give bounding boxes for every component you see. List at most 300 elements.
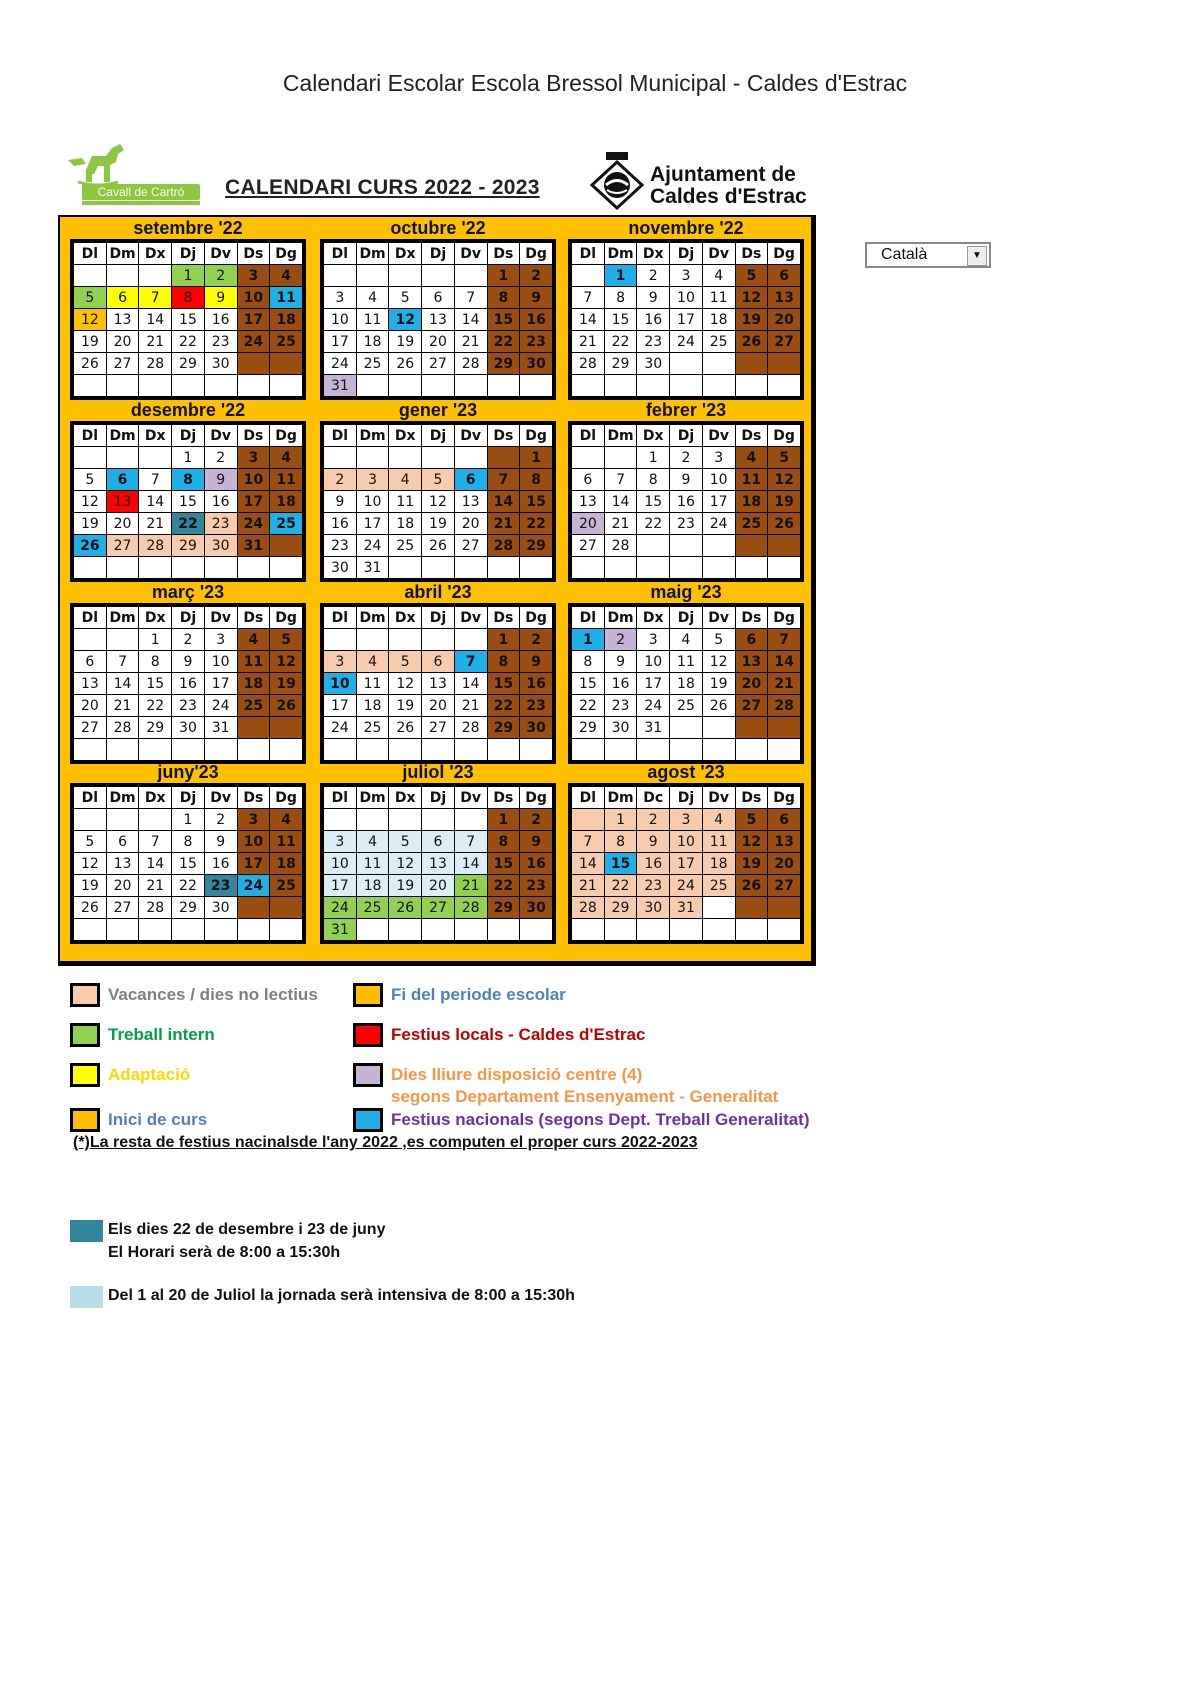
- day-cell: 27: [106, 897, 139, 919]
- empty-cell: [454, 809, 487, 831]
- day-cell: 2: [204, 265, 237, 287]
- day-cell: 25: [270, 875, 303, 897]
- day-cell: 13: [106, 491, 139, 513]
- day-cell: 4: [270, 809, 303, 831]
- day-cell: 9: [204, 469, 237, 491]
- day-cell: 16: [520, 309, 553, 331]
- day-cell: 24: [356, 535, 389, 557]
- day-cell: 15: [520, 491, 553, 513]
- empty-cell: [422, 447, 455, 469]
- day-cell: 9: [670, 469, 703, 491]
- day-cell: 26: [389, 897, 422, 919]
- empty-cell: [454, 447, 487, 469]
- day-cell: 30: [637, 353, 670, 375]
- weekday-header: Dv: [454, 787, 487, 809]
- day-cell: 5: [422, 469, 455, 491]
- day-cell: 25: [702, 875, 735, 897]
- day-cell: 14: [572, 309, 605, 331]
- day-cell: 25: [356, 897, 389, 919]
- legend-swatch-treball: [70, 1023, 100, 1047]
- day-cell: 31: [324, 375, 357, 397]
- weekday-header: Dv: [204, 243, 237, 265]
- weekday-header: Dj: [172, 425, 205, 447]
- weekday-header: Dl: [324, 425, 357, 447]
- empty-cell: [670, 717, 703, 739]
- day-cell: 24: [324, 717, 357, 739]
- day-cell: 23: [204, 331, 237, 353]
- weekday-header: Dm: [356, 787, 389, 809]
- day-cell: 22: [487, 331, 520, 353]
- day-cell: 12: [735, 831, 768, 853]
- language-select[interactable]: [865, 242, 991, 268]
- weekday-header: Dm: [356, 607, 389, 629]
- chevron-down-icon[interactable]: ▼: [967, 246, 987, 266]
- weekday-header: Dv: [454, 607, 487, 629]
- day-cell: 18: [356, 695, 389, 717]
- day-cell: 21: [487, 513, 520, 535]
- day-cell: 12: [422, 491, 455, 513]
- empty-cell: [520, 557, 553, 579]
- day-cell: 8: [172, 469, 205, 491]
- day-cell: 15: [139, 673, 172, 695]
- empty-cell: [768, 353, 801, 375]
- day-cell: 11: [270, 287, 303, 309]
- empty-cell: [572, 809, 605, 831]
- month-title: juliol '23: [402, 762, 474, 782]
- day-cell: 13: [454, 491, 487, 513]
- day-cell: 8: [487, 287, 520, 309]
- day-cell: 23: [604, 695, 637, 717]
- day-cell: 22: [139, 695, 172, 717]
- day-cell: 7: [572, 831, 605, 853]
- day-cell: 16: [204, 853, 237, 875]
- weekday-header: Ds: [735, 243, 768, 265]
- day-cell: 11: [270, 831, 303, 853]
- month-grid: [70, 239, 306, 400]
- empty-cell: [139, 557, 172, 579]
- day-cell: 16: [172, 673, 205, 695]
- weekday-header: Dx: [637, 243, 670, 265]
- day-cell: 25: [356, 353, 389, 375]
- day-cell: 15: [572, 673, 605, 695]
- day-cell: 6: [735, 629, 768, 651]
- empty-cell: [389, 809, 422, 831]
- empty-cell: [768, 919, 801, 941]
- day-cell: 10: [356, 491, 389, 513]
- empty-cell: [106, 447, 139, 469]
- empty-cell: [270, 375, 303, 397]
- legend-lliure-line1: Dies lliure disposició centre (4): [391, 1065, 643, 1084]
- weekday-header: Dj: [422, 787, 455, 809]
- day-cell: 20: [74, 695, 107, 717]
- day-cell: 12: [270, 651, 303, 673]
- day-cell: 23: [637, 331, 670, 353]
- day-cell: 17: [702, 491, 735, 513]
- day-cell: 30: [204, 897, 237, 919]
- month-grid: [568, 421, 804, 582]
- day-cell: 23: [520, 695, 553, 717]
- day-cell: 29: [487, 353, 520, 375]
- empty-cell: [670, 739, 703, 761]
- weekday-header: Dv: [702, 607, 735, 629]
- day-cell: 29: [172, 535, 205, 557]
- day-cell: 22: [572, 695, 605, 717]
- month-title: gener '23: [398, 400, 478, 420]
- day-cell: 19: [389, 695, 422, 717]
- empty-cell: [670, 375, 703, 397]
- weekday-header: Dg: [520, 243, 553, 265]
- day-cell: 27: [735, 695, 768, 717]
- empty-cell: [237, 557, 270, 579]
- day-cell: 30: [324, 557, 357, 579]
- month-calendar: [70, 761, 306, 944]
- day-cell: 17: [324, 875, 357, 897]
- day-cell: 19: [389, 331, 422, 353]
- day-cell: 30: [204, 353, 237, 375]
- day-cell: 18: [670, 673, 703, 695]
- day-cell: 14: [139, 853, 172, 875]
- day-cell: 7: [487, 469, 520, 491]
- day-cell: 28: [454, 717, 487, 739]
- day-cell: 21: [454, 875, 487, 897]
- weekday-header: Dg: [270, 787, 303, 809]
- weekday-header: Dm: [604, 243, 637, 265]
- empty-cell: [637, 919, 670, 941]
- day-cell: 31: [204, 717, 237, 739]
- day-cell: 11: [237, 651, 270, 673]
- day-cell: 18: [702, 853, 735, 875]
- empty-cell: [768, 739, 801, 761]
- day-cell: 28: [106, 717, 139, 739]
- empty-cell: [106, 739, 139, 761]
- day-cell: 9: [520, 651, 553, 673]
- weekday-header: Dg: [768, 607, 801, 629]
- day-cell: 11: [702, 831, 735, 853]
- empty-cell: [735, 535, 768, 557]
- day-cell: 12: [768, 469, 801, 491]
- day-cell: 11: [356, 673, 389, 695]
- weekday-header: Dg: [768, 787, 801, 809]
- month-title: maig '23: [650, 582, 722, 602]
- day-cell: 9: [520, 831, 553, 853]
- day-cell: 25: [270, 513, 303, 535]
- day-cell: 24: [237, 331, 270, 353]
- day-cell: 25: [237, 695, 270, 717]
- day-cell: 10: [324, 309, 357, 331]
- weekday-header: Ds: [237, 607, 270, 629]
- day-cell: 8: [604, 831, 637, 853]
- weekday-header: Dm: [604, 607, 637, 629]
- empty-cell: [74, 919, 107, 941]
- empty-cell: [572, 557, 605, 579]
- day-cell: 6: [422, 287, 455, 309]
- weekday-header: Dv: [702, 425, 735, 447]
- day-cell: 1: [520, 447, 553, 469]
- empty-cell: [735, 557, 768, 579]
- day-cell: 21: [572, 875, 605, 897]
- month-grid: [568, 239, 804, 400]
- day-cell: 2: [204, 809, 237, 831]
- day-cell: 12: [702, 651, 735, 673]
- weekday-header: Ds: [237, 243, 270, 265]
- weekday-header: Dj: [422, 243, 455, 265]
- day-cell: 17: [670, 853, 703, 875]
- day-cell: 22: [172, 875, 205, 897]
- day-cell: 20: [454, 513, 487, 535]
- weekday-header: Dj: [670, 425, 703, 447]
- day-cell: 13: [422, 853, 455, 875]
- day-cell: 25: [735, 513, 768, 535]
- weekday-header: Dl: [74, 787, 107, 809]
- day-cell: 21: [454, 695, 487, 717]
- empty-cell: [670, 557, 703, 579]
- day-cell: 27: [422, 717, 455, 739]
- month-calendar: [568, 399, 804, 582]
- legend-swatch-adaptacio: [70, 1063, 100, 1087]
- day-cell: 10: [204, 651, 237, 673]
- day-cell: 7: [454, 831, 487, 853]
- empty-cell: [270, 897, 303, 919]
- weekday-header: Dj: [422, 607, 455, 629]
- month-calendar: [320, 581, 556, 764]
- day-cell: 6: [422, 831, 455, 853]
- day-cell: 18: [237, 673, 270, 695]
- empty-cell: [454, 265, 487, 287]
- weekday-header: Dm: [106, 607, 139, 629]
- legend-swatch-inici: [70, 1108, 100, 1132]
- empty-cell: [74, 629, 107, 651]
- empty-cell: [237, 353, 270, 375]
- day-cell: 31: [356, 557, 389, 579]
- day-cell: 30: [520, 897, 553, 919]
- day-cell: 4: [702, 265, 735, 287]
- empty-cell: [487, 919, 520, 941]
- empty-cell: [572, 447, 605, 469]
- day-cell: 29: [172, 353, 205, 375]
- empty-cell: [604, 375, 637, 397]
- day-cell: 5: [389, 831, 422, 853]
- day-cell: 2: [670, 447, 703, 469]
- empty-cell: [422, 629, 455, 651]
- empty-cell: [572, 375, 605, 397]
- legend-swatch-nacionals: [353, 1108, 383, 1132]
- empty-cell: [487, 447, 520, 469]
- day-cell: 20: [106, 875, 139, 897]
- day-cell: 28: [139, 535, 172, 557]
- empty-cell: [637, 535, 670, 557]
- empty-cell: [106, 375, 139, 397]
- weekday-header: Dx: [139, 425, 172, 447]
- legend-treball-intern: Treball intern: [108, 1025, 215, 1044]
- day-cell: 21: [106, 695, 139, 717]
- weekday-header: Dv: [454, 425, 487, 447]
- weekday-header: Ds: [237, 425, 270, 447]
- empty-cell: [604, 919, 637, 941]
- day-cell: 6: [106, 469, 139, 491]
- day-cell: 2: [204, 447, 237, 469]
- day-cell: 1: [172, 265, 205, 287]
- empty-cell: [604, 739, 637, 761]
- day-cell: 21: [768, 673, 801, 695]
- day-cell: 7: [454, 651, 487, 673]
- weekday-header: Dj: [670, 607, 703, 629]
- empty-cell: [454, 557, 487, 579]
- day-cell: 28: [454, 897, 487, 919]
- day-cell: 21: [139, 331, 172, 353]
- day-cell: 23: [204, 513, 237, 535]
- day-cell: 2: [324, 469, 357, 491]
- empty-cell: [735, 717, 768, 739]
- month-grid: [320, 603, 556, 764]
- day-cell: 20: [106, 513, 139, 535]
- day-cell: 11: [702, 287, 735, 309]
- day-cell: 17: [637, 673, 670, 695]
- empty-cell: [604, 557, 637, 579]
- empty-cell: [270, 535, 303, 557]
- empty-cell: [270, 919, 303, 941]
- day-cell: 10: [670, 287, 703, 309]
- empty-cell: [702, 375, 735, 397]
- day-cell: 27: [106, 353, 139, 375]
- empty-cell: [139, 809, 172, 831]
- language-select-value: Català: [881, 246, 928, 263]
- weekday-header: Dx: [389, 787, 422, 809]
- empty-cell: [139, 265, 172, 287]
- day-cell: 19: [74, 331, 107, 353]
- day-cell: 4: [702, 809, 735, 831]
- empty-cell: [735, 739, 768, 761]
- day-cell: 16: [637, 853, 670, 875]
- empty-cell: [237, 717, 270, 739]
- empty-cell: [735, 353, 768, 375]
- day-cell: 22: [487, 695, 520, 717]
- ajuntament-line2: Caldes d'Estrac: [650, 185, 807, 208]
- day-cell: 29: [172, 897, 205, 919]
- day-cell: 23: [670, 513, 703, 535]
- day-cell: 7: [572, 287, 605, 309]
- day-cell: 20: [106, 331, 139, 353]
- empty-cell: [422, 919, 455, 941]
- weekday-header: Dm: [604, 425, 637, 447]
- day-cell: 30: [204, 535, 237, 557]
- day-cell: 5: [735, 265, 768, 287]
- day-cell: 12: [389, 853, 422, 875]
- day-cell: 10: [670, 831, 703, 853]
- day-cell: 11: [356, 853, 389, 875]
- legend-adaptacio: Adaptació: [108, 1065, 191, 1084]
- empty-cell: [572, 265, 605, 287]
- weekday-header: Ds: [487, 425, 520, 447]
- day-cell: 5: [74, 831, 107, 853]
- day-cell: 26: [389, 717, 422, 739]
- day-cell: 13: [768, 287, 801, 309]
- legend-inici: Inici de curs: [108, 1110, 208, 1129]
- day-cell: 19: [270, 673, 303, 695]
- day-cell: 3: [324, 651, 357, 673]
- day-cell: 22: [604, 331, 637, 353]
- day-cell: 13: [106, 309, 139, 331]
- empty-cell: [389, 265, 422, 287]
- legend-swatch-vacances: [70, 983, 100, 1007]
- day-cell: 28: [572, 353, 605, 375]
- day-cell: 14: [604, 491, 637, 513]
- day-cell: 22: [172, 331, 205, 353]
- month-calendar: [70, 217, 306, 400]
- day-cell: 25: [670, 695, 703, 717]
- weekday-header: Dm: [356, 425, 389, 447]
- day-cell: 11: [389, 491, 422, 513]
- empty-cell: [670, 353, 703, 375]
- day-cell: 20: [422, 875, 455, 897]
- day-cell: 26: [74, 897, 107, 919]
- weekday-header: Dl: [572, 243, 605, 265]
- month-title: agost '23: [647, 762, 725, 782]
- day-cell: 10: [237, 469, 270, 491]
- day-cell: 3: [670, 809, 703, 831]
- day-cell: 6: [572, 469, 605, 491]
- month-grid: [568, 783, 804, 944]
- day-cell: 4: [237, 629, 270, 651]
- day-cell: 20: [735, 673, 768, 695]
- day-cell: 9: [204, 287, 237, 309]
- empty-cell: [637, 375, 670, 397]
- day-cell: 9: [637, 287, 670, 309]
- empty-cell: [637, 739, 670, 761]
- day-cell: 19: [768, 491, 801, 513]
- day-cell: 30: [172, 717, 205, 739]
- note-swatch-intensiva: [70, 1286, 103, 1308]
- empty-cell: [270, 717, 303, 739]
- empty-cell: [74, 447, 107, 469]
- day-cell: 14: [454, 309, 487, 331]
- day-cell: 16: [604, 673, 637, 695]
- weekday-header: Dl: [572, 607, 605, 629]
- day-cell: 21: [572, 331, 605, 353]
- day-cell: 26: [389, 353, 422, 375]
- day-cell: 15: [604, 309, 637, 331]
- day-cell: 18: [389, 513, 422, 535]
- day-cell: 26: [74, 353, 107, 375]
- day-cell: 7: [454, 287, 487, 309]
- day-cell: 18: [356, 331, 389, 353]
- empty-cell: [454, 375, 487, 397]
- day-cell: 12: [389, 673, 422, 695]
- calendar-heading: CALENDARI CURS 2022 - 2023: [225, 176, 540, 199]
- weekday-header: Ds: [487, 607, 520, 629]
- month-grid: [320, 421, 556, 582]
- empty-cell: [702, 919, 735, 941]
- day-cell: 1: [487, 809, 520, 831]
- empty-cell: [74, 375, 107, 397]
- day-cell: 27: [572, 535, 605, 557]
- day-cell: 3: [356, 469, 389, 491]
- day-cell: 24: [670, 875, 703, 897]
- day-cell: 27: [768, 875, 801, 897]
- day-cell: 17: [237, 853, 270, 875]
- weekday-header: Ds: [487, 243, 520, 265]
- day-cell: 17: [204, 673, 237, 695]
- day-cell: 1: [637, 447, 670, 469]
- empty-cell: [422, 809, 455, 831]
- day-cell: 14: [106, 673, 139, 695]
- day-cell: 27: [74, 717, 107, 739]
- cavall-de-carto-logo: [68, 140, 202, 206]
- weekday-header: Dx: [139, 243, 172, 265]
- day-cell: 20: [422, 331, 455, 353]
- empty-cell: [768, 375, 801, 397]
- weekday-header: Dm: [106, 425, 139, 447]
- day-cell: 16: [520, 853, 553, 875]
